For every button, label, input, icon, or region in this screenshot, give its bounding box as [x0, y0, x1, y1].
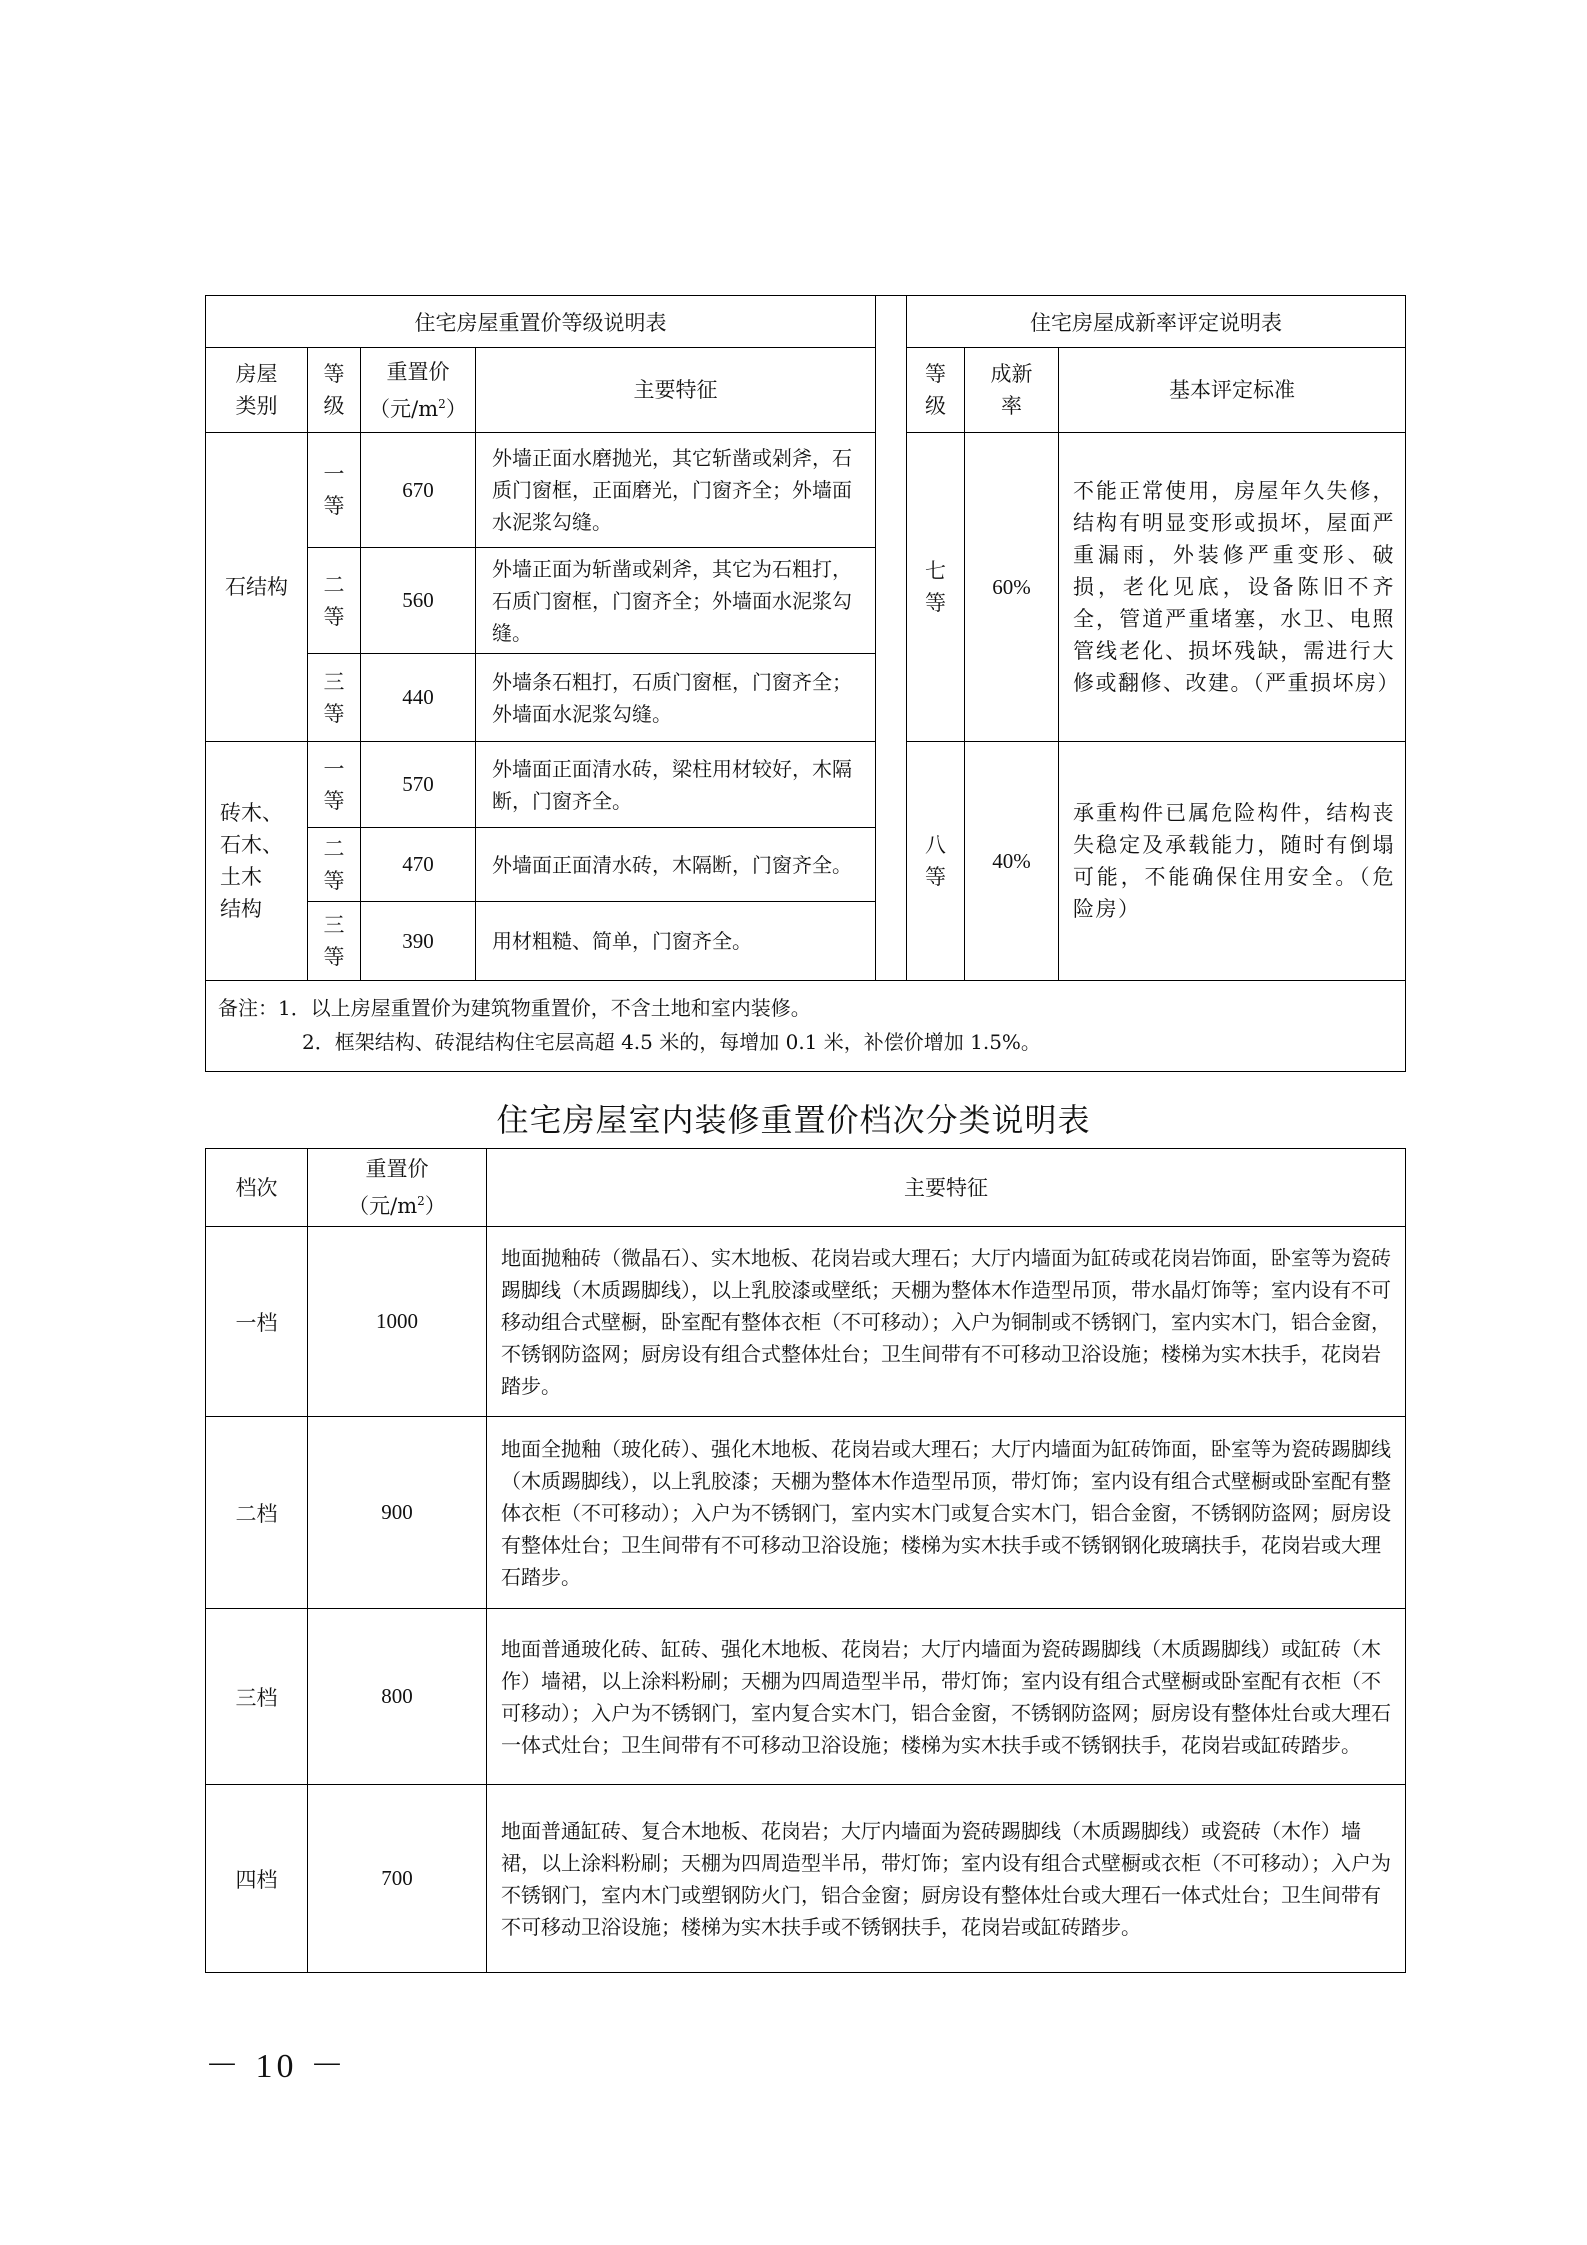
features-cell: 地面普通缸砖、复合木地板、花岗岩；大厅内墙面为瓷砖踢脚线（木质踢脚线）或瓷砖（木作）墙裙，以上涂料粉刷；天棚为四周造型半吊，带灯饰；室内设有组合式壁橱或衣柜（不可移动）；入户为不锈钢门，室内木门或塑钢防火门，铝合金窗；厨房设有整体灶台或大理石一体式灶台；卫生间带有不可移动卫浴设施；楼梯为实木扶手或不锈钢扶手，花岗岩或缸砖踏步。	[487, 1785, 1406, 1973]
level-cell: 四档	[206, 1785, 308, 1973]
grade-cell: 三 等	[308, 654, 361, 742]
level-cell: 二档	[206, 1417, 308, 1609]
criteria-cell: 承重构件已属危险构件，结构丧失稳定及承载能力，随时有倒塌可能，不能确保住用安全。（危险房）	[1059, 742, 1406, 981]
price-cell: 470	[361, 828, 476, 902]
grade-and-newness-tables	[205, 295, 1406, 1072]
features-cell: 外墙正面为斩凿或剁斧，其它为石粗打，石质门窗框，门窗齐全；外墙面水泥浆勾缝。	[476, 548, 876, 654]
notes-row	[206, 981, 1406, 1072]
header-price-label: 重置价	[365, 1157, 429, 1181]
table-row	[206, 433, 1406, 548]
note-line-2: 2．框架结构、砖混结构住宅层高超 4.5 米的，每增加 0.1 米，补偿价增加 1.5%。	[302, 1030, 1041, 1054]
features-cell: 地面全抛釉（玻化砖）、强化木地板、花岗岩或大理石；大厅内墙面为缸砖饰面，卧室等为瓷砖踢脚线（木质踢脚线），以上乳胶漆；天棚为整体木作造型吊顶，带灯饰；室内设有组合式壁橱或卧室配有整体衣柜（不可移动）；入户为不锈钢门，室内实木门或复合实木门，铝合金窗，不锈钢防盗网；厨房设有整体灶台；卫生间带有不可移动卫浴设施；楼梯为实木扶手或不锈钢钢化玻璃扶手，花岗岩或大理石踏步。	[487, 1417, 1406, 1609]
table-row	[206, 1609, 1406, 1785]
table-separator	[876, 296, 907, 981]
header-price-unit	[308, 1185, 486, 1222]
notes-cell	[206, 981, 1406, 1072]
grade-cell: 二 等	[308, 828, 361, 902]
page-number: － 10 －	[205, 2048, 348, 2085]
price-cell: 1000	[308, 1227, 487, 1417]
unit-close: ）	[424, 1194, 446, 1218]
grade-cell: 一 等	[308, 433, 361, 548]
header-level: 档次	[206, 1149, 308, 1227]
grade-cell: 三 等	[308, 902, 361, 981]
features-cell: 外墙面正面清水砖，梁柱用材较好，木隔断，门窗齐全。	[476, 742, 876, 828]
unit-sup: 2	[438, 396, 446, 411]
price-cell: 670	[361, 433, 476, 548]
newness-grade-cell: 七 等	[907, 433, 965, 742]
category-stone: 石结构	[206, 433, 308, 742]
decoration-table-title: 住宅房屋室内装修重置价档次分类说明表	[496, 1101, 1091, 1139]
price-cell: 440	[361, 654, 476, 742]
newness-grade-cell: 八 等	[907, 742, 965, 981]
price-cell: 390	[361, 902, 476, 981]
level-cell: 一档	[206, 1227, 308, 1417]
grade-table-title: 住宅房屋重置价等级说明表	[206, 296, 876, 348]
table-row	[206, 1227, 1406, 1417]
grade-cell: 二 等	[308, 548, 361, 654]
price-cell: 570	[361, 742, 476, 828]
header-category: 房屋 类别	[206, 348, 308, 433]
features-cell: 外墙正面水磨抛光，其它斩凿或剁斧，石质门窗框，正面磨光，门窗齐全；外墙面水泥浆勾缝。	[476, 433, 876, 548]
features-cell: 地面抛釉砖（微晶石）、实木地板、花岗岩或大理石；大厅内墙面为缸砖或花岗岩饰面，卧室等为瓷砖踢脚线（木质踢脚线），以上乳胶漆或壁纸；天棚为整体木作造型吊顶，带水晶灯饰等；室内设有不可移动组合式壁橱，卧室配有整体衣柜（不可移动）；入户为铜制或不锈钢门，室内实木门，铝合金窗，不锈钢防盗网；厨房设有组合式整体灶台；卫生间带有不可移动卫浴设施；楼梯为实木扶手，花岗岩踏步。	[487, 1227, 1406, 1417]
price-cell: 560	[361, 548, 476, 654]
header-features: 主要特征	[476, 348, 876, 433]
features-cell: 用材粗糙、简单，门窗齐全。	[476, 902, 876, 981]
header-price	[361, 348, 476, 433]
header-newness-rate: 成新 率	[965, 348, 1059, 433]
header-grade: 等 级	[308, 348, 361, 433]
level-cell: 三档	[206, 1609, 308, 1785]
category-brick-wood: 砖木、 石木、 土木 结构	[206, 742, 308, 981]
price-cell: 800	[308, 1609, 487, 1785]
price-cell: 700	[308, 1785, 487, 1973]
features-cell: 外墙面正面清水砖，木隔断，门窗齐全。	[476, 828, 876, 902]
header-price	[308, 1149, 487, 1227]
header-criteria: 基本评定标准	[1059, 348, 1406, 433]
table-row	[206, 1417, 1406, 1609]
criteria-cell: 不能正常使用，房屋年久失修，结构有明显变形或损坏，屋面严重漏雨，外装修严重变形、破损，老化见底，设备陈旧不齐全，管道严重堵塞，水卫、电照管线老化、损坏残缺，需进行大修或翻修、改建。（严重损坏房）	[1059, 433, 1406, 742]
unit-sup: 2	[417, 1194, 425, 1208]
price-cell: 900	[308, 1417, 487, 1609]
grade-cell: 一 等	[308, 742, 361, 828]
features-cell: 外墙条石粗打，石质门窗框，门窗齐全；外墙面水泥浆勾缝。	[476, 654, 876, 742]
unit-close: ）	[445, 396, 467, 421]
table-row	[206, 742, 1406, 828]
newness-rate-cell: 60%	[965, 433, 1059, 742]
unit-text: （元/m	[348, 1194, 418, 1218]
note-line-1: 备注：1．以上房屋重置价为建筑物重置价，不含土地和室内装修。	[218, 996, 811, 1020]
newness-rate-cell: 40%	[965, 742, 1059, 981]
decoration-table	[205, 1148, 1406, 1973]
header-price-unit	[361, 388, 475, 425]
features-cell: 地面普通玻化砖、缸砖、强化木地板、花岗岩；大厅内墙面为瓷砖踢脚线（木质踢脚线）或缸砖（木作）墙裙，以上涂料粉刷；天棚为四周造型半吊，带灯饰；室内设有组合式壁橱或卧室配有衣柜（不可移动）；入户为不锈钢门，室内复合实木门，铝合金窗，不锈钢防盗网；厨房设有整体灶台或大理石一体式灶台；卫生间带有不可移动卫浴设施；楼梯为实木扶手或不锈钢扶手，花岗岩或缸砖踏步。	[487, 1609, 1406, 1785]
newness-table-title: 住宅房屋成新率评定说明表	[907, 296, 1406, 348]
header-newness-grade: 等 级	[907, 348, 965, 433]
header-price-label: 重置价	[386, 359, 450, 384]
table-row	[206, 1785, 1406, 1973]
unit-text: （元/m	[369, 396, 439, 421]
header-features: 主要特征	[487, 1149, 1406, 1227]
